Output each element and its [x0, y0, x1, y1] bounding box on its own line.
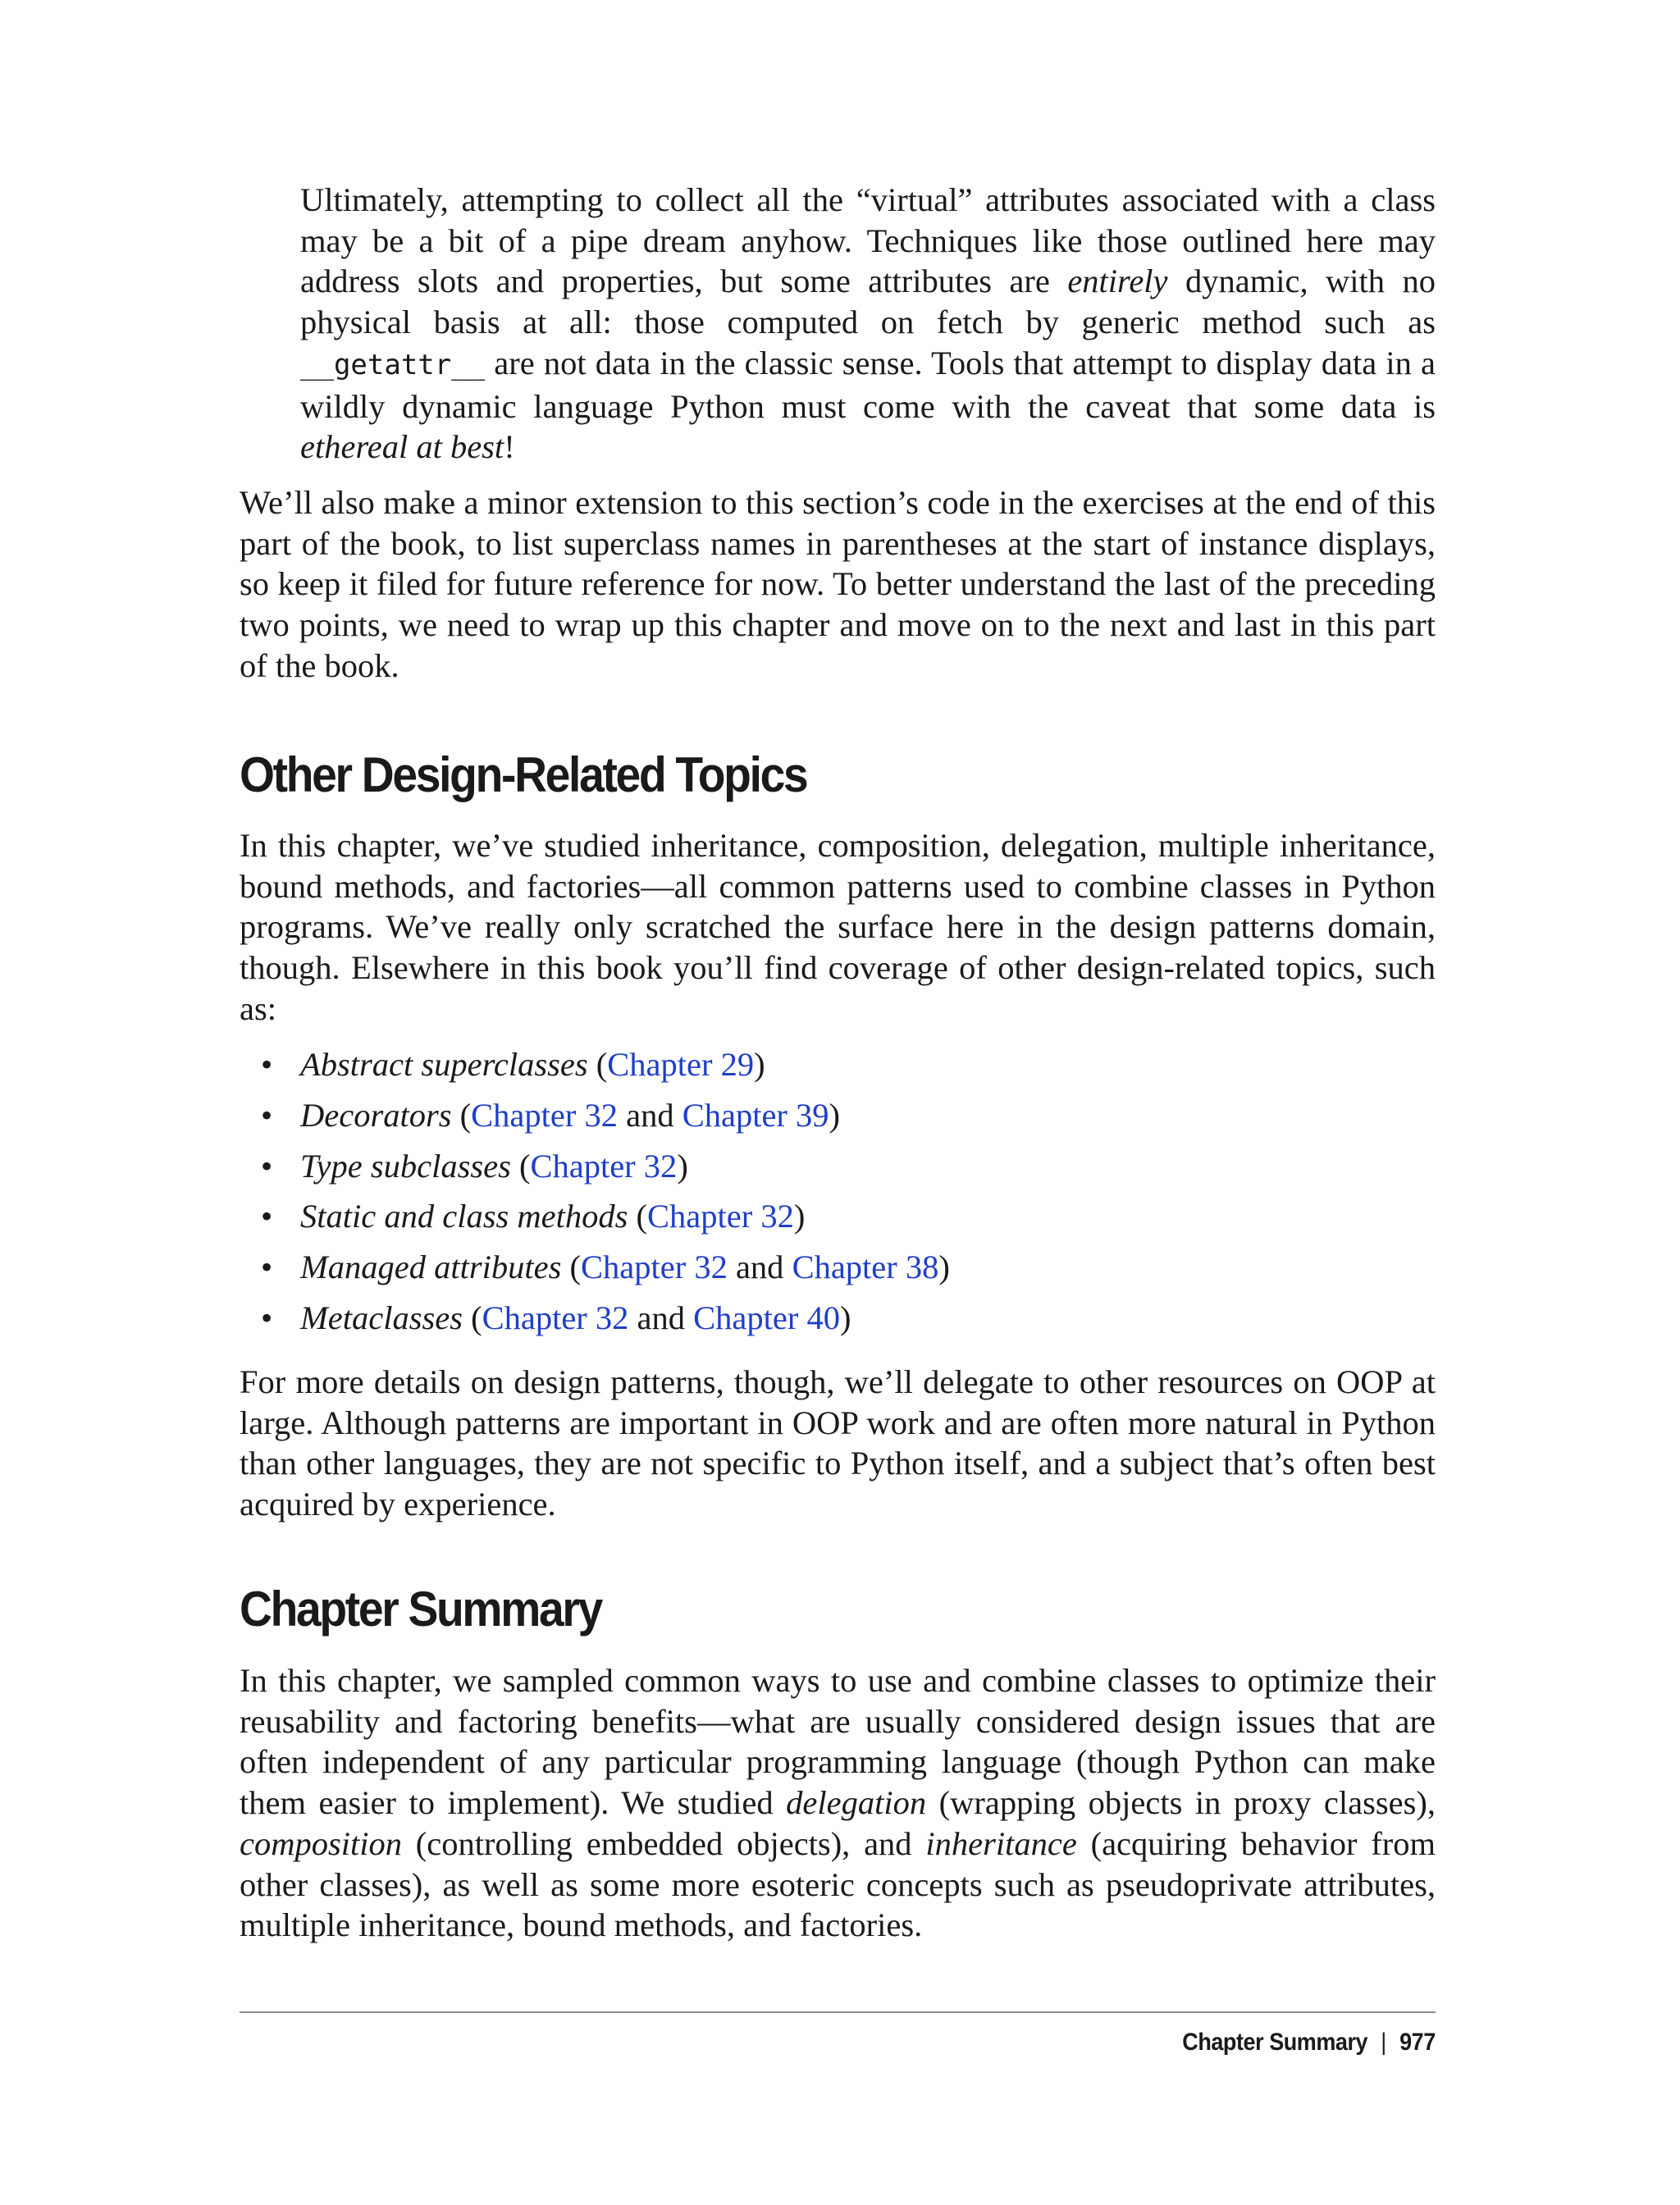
footer-section-title: Chapter Summary	[1182, 2029, 1368, 2056]
conjunction: and	[727, 1249, 792, 1286]
conjunction: and	[617, 1096, 682, 1134]
paren-close: )	[677, 1147, 688, 1185]
note-text-1: Ultimately, attempting to collect all the “virtual” attributes associated with a class may be a bit of a pipe dream anyhow. Techniques like those outlined here may address slots and properties, but some attributes are	[300, 181, 1436, 300]
paren-close: )	[938, 1249, 950, 1286]
summary-text-3: (controlling embedded objects), and	[402, 1824, 926, 1862]
paren-close: )	[840, 1299, 851, 1336]
bullet-icon: •	[261, 1147, 273, 1185]
note-text-4: !	[504, 428, 515, 466]
chapter-link[interactable]: Chapter 40	[693, 1299, 840, 1336]
note-text-3: are not data in the classic sense. Tools that attempt to display data in a wildly dynamic language Python must come with the caveat that some data is	[300, 344, 1436, 425]
chapter-link[interactable]: Chapter 32	[530, 1147, 678, 1185]
conjunction: and	[628, 1299, 694, 1336]
paren-open: (	[628, 1198, 647, 1235]
chapter-link[interactable]: Chapter 32	[471, 1096, 618, 1134]
list-item	[240, 1298, 1436, 1349]
chapter-link[interactable]: Chapter 29	[607, 1046, 755, 1083]
topic-name: Decorators	[300, 1096, 452, 1134]
page-number: 977	[1399, 2029, 1436, 2056]
chapter-link[interactable]: Chapter 39	[682, 1096, 829, 1134]
chapter-link[interactable]: Chapter 32	[580, 1249, 728, 1286]
paren-open: (	[462, 1299, 482, 1336]
section-heading-chapter-summary: Chapter Summary	[240, 1582, 601, 1637]
bullet-icon: •	[261, 1249, 273, 1286]
list-item	[240, 1196, 1436, 1247]
bullet-icon: •	[261, 1046, 273, 1083]
footer-separator: |	[1381, 2029, 1387, 2056]
footer-divider	[240, 2011, 1436, 2013]
paren-open: (	[587, 1046, 608, 1083]
bullet-icon: •	[261, 1299, 273, 1336]
sidebar-note-paragraph	[300, 180, 1436, 468]
summary-emphasis-delegation: delegation	[786, 1784, 927, 1822]
note-code-getattr: __getattr__	[300, 348, 486, 381]
topic-name: Abstract superclasses	[300, 1046, 588, 1083]
paren-close: )	[754, 1046, 765, 1083]
summary-text-4: (acquiring behavior from other classes), as well as some more esoteric concepts such as pseudoprivate attributes, multiple inheritance, bound methods, and factories.	[240, 1824, 1436, 1944]
extension-paragraph: We’ll also make a minor extension to this section’s code in the exercises at the end of this part of the book, to list superclass names in parentheses at the start of instance displays, so keep it filed for future reference for now. To better understand the last of the preceding two points, we need to wrap up this chapter and move on to the next and last in this part of the book.	[240, 484, 1436, 684]
design-intro-paragraph: In this chapter, we’ve studied inheritance, composition, delegation, multiple inheritance, bound methods, and factories—all common patterns used to combine classes in Python programs. We’ve really only scratched the surface here in the design patterns domain, though. Elsewhere in this book you’ll find coverage of other design-related topics, such as:	[240, 827, 1436, 1027]
summary-paragraph	[240, 1660, 1436, 1946]
note-emphasis-ethereal: ethereal at best	[300, 428, 504, 466]
chapter-link[interactable]: Chapter 32	[482, 1299, 629, 1336]
bullet-icon: •	[261, 1198, 273, 1235]
paren-open: (	[510, 1147, 531, 1185]
topic-name: Metaclasses	[300, 1299, 463, 1336]
list-item	[240, 1095, 1436, 1146]
note-text-2: dynamic, with no physical basis at all: those computed on fetch by generic method such as	[300, 262, 1436, 341]
paren-close: )	[829, 1096, 841, 1134]
topic-name: Managed attributes	[300, 1249, 562, 1286]
paren-open: (	[451, 1096, 472, 1134]
summary-text-2: (wrapping objects in proxy classes),	[926, 1784, 1436, 1822]
bullet-icon: •	[261, 1096, 273, 1134]
design-topics-list	[240, 1044, 1436, 1349]
list-item	[240, 1044, 1436, 1095]
topic-name: Type subclasses	[300, 1147, 511, 1185]
section-heading-other-design: Other Design-Related Topics	[240, 747, 807, 802]
design-patterns-paragraph: For more details on design patterns, though, we’ll delegate to other resources on OOP at large. Although patterns are important in OOP work and are often more natural in Python than other languages, they are not specific to Python itself, and a subject that’s often best acquired by experience.	[240, 1363, 1436, 1523]
summary-text-1: In this chapter, we sampled common ways to use and combine classes to optimize their reusability and factoring benefits—what are usually considered design issues that are often independent of any particular programming language (though Python can make them easier to implement). We studied	[240, 1662, 1436, 1822]
topic-name: Static and class methods	[300, 1198, 628, 1235]
chapter-link[interactable]: Chapter 38	[792, 1249, 939, 1286]
list-item	[240, 1146, 1436, 1197]
list-item	[240, 1247, 1436, 1298]
page-footer	[1182, 2026, 1436, 2059]
paren-open: (	[561, 1249, 581, 1286]
paren-close: )	[793, 1198, 806, 1235]
chapter-link[interactable]: Chapter 32	[646, 1198, 794, 1235]
note-emphasis-entirely: entirely	[1067, 262, 1168, 300]
summary-emphasis-inheritance: inheritance	[925, 1824, 1077, 1862]
summary-emphasis-composition: composition	[240, 1824, 402, 1862]
